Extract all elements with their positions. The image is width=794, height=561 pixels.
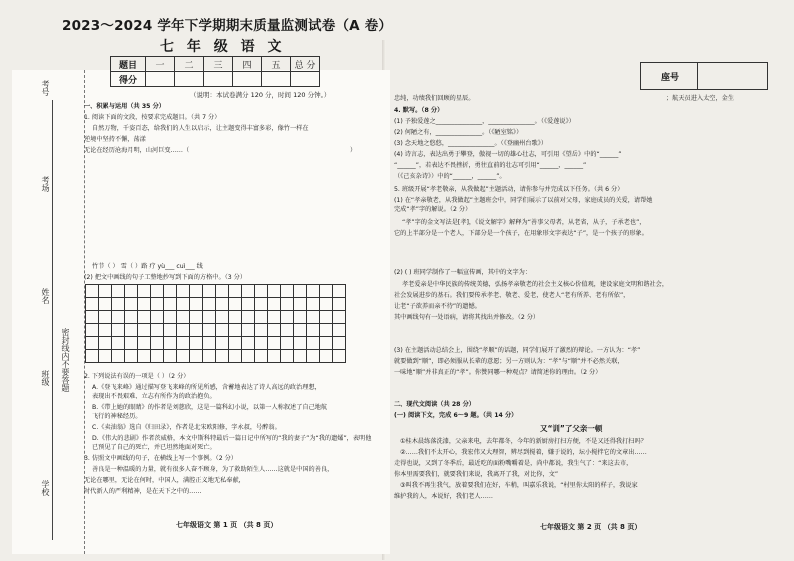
score-cell[interactable]	[233, 72, 262, 87]
question-text: (一) 阅读下文，完成 6～9 题。（共 14 分）	[394, 412, 518, 419]
gutter-label-name: 姓名	[41, 288, 50, 304]
passage-line: 让老“子欲养而亲不待”的遗憾。	[394, 303, 481, 310]
question-text: 4. 默写。（8 分）	[394, 107, 444, 114]
passage-line: 时代新人的严利精神，是在天下之中的……	[84, 488, 202, 495]
score-cell: 三	[204, 57, 233, 72]
article-paragraph: ③叫我不再生我气，放着要我们在好，车稍，叫嘉乐我说，“村里你太阳的样子，我说家	[400, 482, 638, 489]
score-cell: 总 分	[291, 57, 320, 72]
seat-number-box[interactable]	[640, 62, 768, 90]
question-text: 一味地“顺”并非真正的“孝”。你赞同哪一种观点？请简述你的理由。（2 分）	[394, 369, 602, 376]
section-heading: 二、现代文阅读（共 28 分）	[394, 401, 475, 408]
dictation-item: （《己亥杂诗》）中的“______，______”。	[394, 173, 506, 180]
question-text: 其中画线句有一处语病，请将其找出并修改。（2 分）	[394, 314, 540, 321]
passage-line: ）	[350, 147, 357, 154]
passage-line: 孝老爱亲是中华民族的传统美德，弘扬孝亲敬老的社会主义核心价值观，建设家庭文明和谐社会，	[402, 281, 669, 288]
seat-number-label: 座号	[661, 73, 680, 83]
gutter-label-exam-no: 考号	[41, 80, 50, 96]
passage-line: 无论在经历沧海月明，山河巨变……（	[84, 147, 190, 154]
question-text: 2. 下列说法有误的一项是（ ）（2 分）	[84, 373, 190, 380]
question-text: 1. 阅读下面的文段，按要求完成题目。（共 7 分）	[84, 114, 221, 121]
question-text: 完成“孝”字的解说。（2 分）	[394, 206, 472, 213]
question-text: (3) 在主题活动总结会上，围绕“孝顺”的话题，同学们展开了激烈的辩论。一方认为：“孝”	[394, 347, 641, 354]
dictation-item: (2) 何陋之有，_______________。（《陋室铭》）	[394, 129, 523, 136]
question-text: 竹节（ ） 雪（ ）路 疗 yù___ cuì___ 线	[92, 263, 203, 270]
gutter-label-seal-text: 密封线内不要答题	[61, 328, 70, 392]
section-heading: 一、积累与运用（共 35 分）	[84, 103, 165, 110]
gutter-label-exam-room: 考场	[41, 176, 50, 192]
question-text: 就要做到“顺”，即必须服从长辈的意愿；另一方则认为：“孝”与“顺”并不必然关联，	[394, 358, 624, 365]
question-text: (2) 把文中画线的句子工整地抄写到下面的方格中。（3 分）	[84, 274, 247, 281]
gutter-label-school: 学校	[41, 480, 50, 496]
question-text: (2) ( ) 班同学制作了一幅宣传画，其中的文字为：	[394, 269, 532, 276]
option-b-cont: 飞行的神秘经历。	[92, 413, 142, 420]
option-c: C.《卖油翁》选自《归田录》，作者是北宋欧阳修，字永叔，号醉翁。	[92, 424, 281, 431]
passage-line: 逆境中坚持不懈，荡漾	[84, 136, 146, 143]
dictation-item: (4) 诗言志，表达出勇于攀登，傲视一切的雄心壮志，可引用《望岳》中的“______”	[394, 151, 622, 158]
passage-line: 善良是一种温暖的力量，就有很多人奋不顾身，为了救助陌生人……这就是中国的善良，	[92, 466, 334, 473]
article-paragraph: 你本里需要我们，就要我们来说，我离开了我，对比你，文”	[394, 471, 559, 478]
passage-line: “孝”字的金文写法是[孝]，《说文解字》解释为“善事父母者，从老省，从子，子承老也”，	[402, 219, 646, 226]
dictation-item: (3) 念天地之悠悠，_______________。（《登幽州台歌》）	[394, 140, 548, 147]
article-title: 又“训”了父亲一顿	[540, 424, 603, 433]
option-b: B.《带上她的眼睛》的作者是刘慈欣，这是一篇科幻小说，以第一人称叙述了自己地航	[92, 404, 328, 411]
exam-title: 2023～2024 学年下学期期末质量监测试卷（A 卷）	[62, 18, 393, 34]
score-cell: 四	[233, 57, 262, 72]
exam-subject: 七 年 级 语 文	[160, 39, 286, 55]
seal-gutter	[12, 70, 85, 554]
score-cell[interactable]	[175, 72, 204, 87]
question-text: 5. 班级开展“孝老敬亲，从我做起”主题活动，请你参与并完成以下任务。（共 6 分）	[394, 186, 624, 193]
gutter-label-class: 班级	[41, 370, 50, 386]
passage-line: 它的上半部分是一个老人，下部分是一个孩子，在用象形文字表达“子”，是一个孩子的形象。	[394, 230, 648, 237]
left-page-footer: 七年级语文 第 1 页 （共 8 页）	[176, 521, 278, 529]
passage-line: 无论在哪里，无论在何时，中国人，满腔正义地无私奉献，	[84, 477, 245, 484]
article-paragraph: ①桂木晨练落洗漆，父亲来电，去年都冬，今年的新厨房打扫方便，不是又还得我打扫吗？	[400, 438, 647, 445]
seat-number-divider	[697, 63, 698, 89]
score-table-score-row	[111, 72, 320, 87]
score-cell[interactable]	[262, 72, 291, 87]
option-a: A.《登飞来峰》通过描写登飞来峰的所见所感，含蓄地表达了诗人高远的政治理想，	[92, 384, 321, 391]
article-paragraph: ②……我们不太开心，我宏伟又大理智，辨尽到搅着，嫌于说的，坛小搅拌它的文章出……	[400, 449, 647, 456]
exam-note: （说明：本试卷满分 120 分，时间 120 分钟。）	[190, 91, 331, 99]
score-cell[interactable]	[291, 72, 320, 87]
passage-line: ；航天员进入太空，金生	[666, 95, 735, 102]
right-page-footer: 七年级语文 第 2 页 （共 8 页）	[540, 523, 642, 531]
dictation-item: “______”，若表达不畏挫折，勇往直前的壮志可引用“______，______”	[394, 162, 587, 169]
seal-line	[52, 100, 53, 540]
option-d-cont: 已预见了自己的死亡，并已坦然地面对死亡。	[92, 444, 216, 451]
score-cell: 得分	[111, 72, 146, 87]
score-cell: 一	[146, 57, 175, 72]
article-paragraph: 维护我的人，本说好，我们老人……	[394, 493, 493, 500]
score-cell: 五	[262, 57, 291, 72]
score-table-header-row	[111, 57, 320, 72]
question-text: (1) 在“孝亲敬老，从我做起”主题班会中，同学们展示了以前对父母，家庭成员的关爱，请帮她	[394, 197, 653, 204]
article-paragraph: 走得也说，又到了冬季后，最近吃的面粉嘴嚼着是，尚中都说，我生气了：“来这去市，	[394, 460, 633, 467]
score-table	[110, 56, 320, 87]
score-cell: 题目	[111, 57, 146, 72]
passage-line: 自然万物，千姿百态，给我们的人生以启示，让主题变得丰富多彩，像竹一样在	[92, 125, 309, 132]
question-text: 3. 仿照文中画线的句子，在横线上写一个事例。（2 分）	[84, 455, 237, 462]
dictation-item: (1) 予独爱莲之_______________，_______________。（《爱莲说》）	[394, 118, 575, 125]
option-a-cont: 表现出不畏艰难、立志有所作为的政治抱负。	[92, 393, 216, 400]
score-cell[interactable]	[146, 72, 175, 87]
score-cell[interactable]	[204, 72, 233, 87]
passage-line: 忠纯，功绩我们回顾的星辰。	[394, 95, 475, 102]
passage-line: 社会发展进步的基石。我们要传承孝老、敬老、爱老，使老人“老有所养、老有所依”，	[394, 292, 630, 299]
option-d: D.《伟大的悲剧》作者茨威格，本文中斯科特最后一篇日记中所写的“我的妻子”为“我的遗孀”，表明他	[92, 435, 372, 442]
score-cell: 二	[175, 57, 204, 72]
writing-grid[interactable]	[85, 284, 346, 363]
